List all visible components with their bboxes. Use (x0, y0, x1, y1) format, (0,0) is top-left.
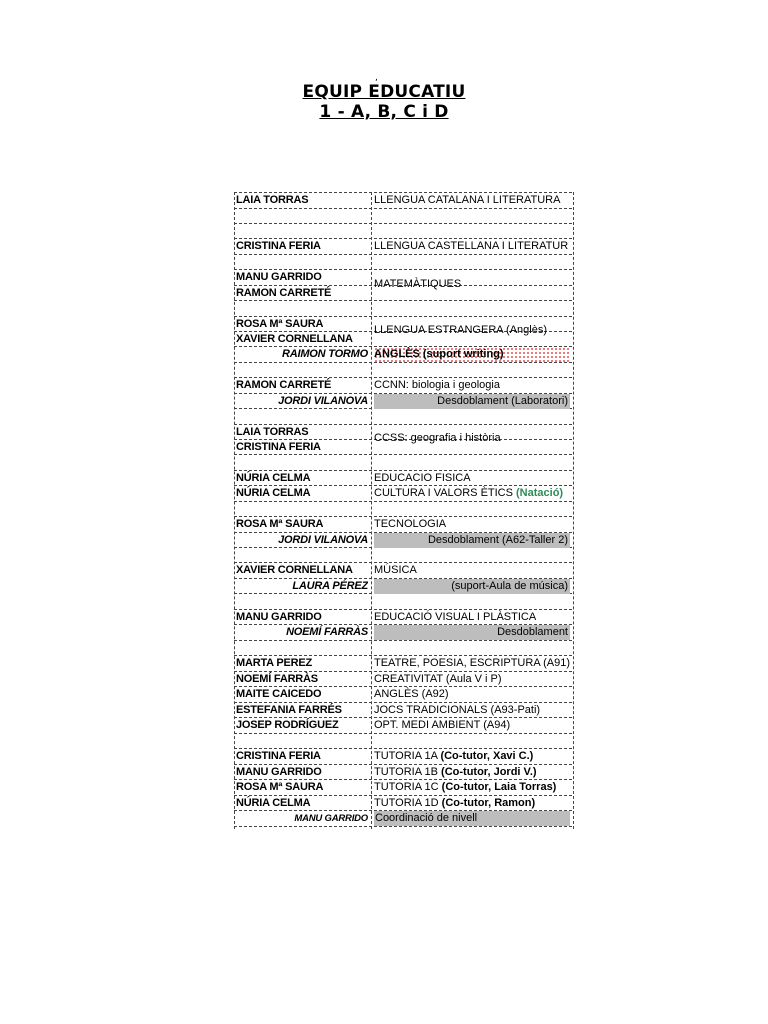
teacher-name: ROSA Mª SAURA (236, 318, 324, 330)
table-row (234, 811, 572, 826)
row-divider (234, 362, 572, 363)
teacher-name: RAMON CARRETÉ (236, 287, 332, 299)
table-row (234, 703, 572, 718)
teacher-name: NÚRIA CELMA (236, 472, 311, 484)
subject-cell: CCSS: geografia i història (374, 432, 501, 444)
subject-cell: CCNN: biologia i geologia (374, 379, 500, 391)
table-row (234, 193, 572, 208)
teacher-name: NÚRIA CELMA (236, 487, 311, 499)
subject-cell (374, 749, 570, 764)
teacher-name: JORDI VILANOVA (278, 534, 368, 546)
teacher-name: MANU GARRIDO (236, 611, 322, 623)
subject-cell: MÚSICA (374, 564, 417, 576)
subject-cell: JOCS TRADICIONALS (A93-Pati) (374, 704, 541, 716)
subject-cell: TECNOLOGIA (374, 518, 447, 530)
table-row (234, 765, 572, 780)
teacher-name: CRISTINA FERIA (236, 441, 321, 453)
subject-cell (374, 780, 570, 795)
table-row (234, 563, 572, 578)
subject-cell: (suport-Aula de música) (374, 579, 570, 594)
subject-cell: LLENGUA ESTRANGERA (Anglès) (374, 324, 548, 336)
table-row (234, 579, 572, 594)
table-row (234, 239, 572, 254)
subject-cell: LLENGUA CATALANA I LITERATURA (374, 194, 561, 206)
subject-cell: EDUCACIÓ VISUAL I PLÀSTICA (374, 611, 537, 623)
table-row (234, 796, 572, 811)
subject-cell: ANGLÈS (suport writing) (374, 347, 570, 362)
subject-cell (374, 765, 570, 780)
page-subtitle: 1 - A, B, C i D (319, 102, 449, 122)
table-row (234, 610, 572, 625)
subject-note: (Co-tutor, Xavi C.) (440, 750, 534, 762)
table-row (234, 625, 572, 640)
table-row (234, 517, 572, 532)
teacher-name: MAITE CAICEDO (236, 688, 322, 700)
subject-note: (Co-tutor, Jordi V.) (441, 766, 537, 778)
teacher-name: CRISTINA FERIA (236, 750, 321, 762)
table-row (234, 672, 572, 687)
subject-cell: Desdoblament (374, 625, 570, 640)
subject-cell: LLENGUA CASTELLANA I LITERATUR (374, 240, 569, 252)
subject-note: (Co-tutor, Laia Torras) (441, 781, 557, 793)
subject-text: TUTORIA 1A (374, 750, 441, 762)
table-row (234, 347, 572, 362)
table-row (234, 471, 572, 486)
teacher-name: MANU GARRIDO (236, 766, 322, 778)
teacher-name: LAIA TORRAS (236, 426, 309, 438)
subject-cell (374, 796, 570, 811)
subject-cell: Coordinació de nivell (374, 811, 570, 826)
subject-note: (Natació) (516, 487, 564, 499)
table-row (234, 378, 572, 393)
subject-cell: CREATIVITAT (Aula V i P) (374, 673, 502, 685)
title-mark: , (375, 73, 378, 83)
teacher-name: LAIA TORRAS (236, 194, 309, 206)
row-divider (234, 208, 572, 209)
row-divider (234, 640, 572, 641)
table-row (234, 394, 572, 409)
table-row (234, 749, 572, 764)
teacher-name: JOSEP RODRÍGUEZ (236, 719, 339, 731)
teacher-name: NÚRIA CELMA (236, 797, 311, 809)
table-row (234, 656, 572, 671)
teacher-name: MANU GARRIDO (236, 271, 322, 283)
teacher-name: MARTA PEREZ (236, 657, 313, 669)
teacher-name: ESTEFANIA FARRÉS (236, 704, 342, 716)
teacher-name: NOEMÍ FARRÀS (236, 673, 318, 685)
teacher-name: LAURA PÉREZ (292, 580, 368, 592)
teacher-name: XAVIER CORNELLANA (236, 333, 353, 345)
subject-text: TUTORIA 1B (374, 766, 442, 778)
teacher-name: XAVIER CORNELLANA (236, 564, 353, 576)
row-divider (234, 254, 572, 255)
subject-cell: OPT. MEDI AMBIENT (A94) (374, 719, 511, 731)
subject-cell: TEATRE, POESIA, ESCRIPTURA (A91) (374, 657, 570, 669)
subject-text: TUTORIA 1D (374, 797, 442, 809)
subject-cell: MATEMÀTIQUES (374, 278, 462, 290)
subject-note: (Co-tutor, Ramon) (441, 797, 536, 809)
teacher-name: NOEMÍ FARRÀS (286, 626, 368, 638)
table-row (234, 718, 572, 733)
row-divider (234, 501, 572, 502)
teacher-name: RAIMON TORMO (281, 348, 368, 360)
row-divider (234, 223, 572, 224)
table-row (234, 687, 572, 702)
table-row (234, 780, 572, 795)
row-divider (234, 733, 572, 734)
table-row (234, 533, 572, 548)
subject-cell: Desdoblament (Laboratori) (374, 394, 570, 409)
teacher-name: MANU GARRIDO (294, 813, 368, 824)
subject-text: CULTURA I VALORS ÈTICS (374, 487, 517, 499)
teacher-name: JORDI VILANOVA (278, 395, 368, 407)
teacher-name: ROSA Mª SAURA (236, 518, 324, 530)
subject-cell (374, 486, 570, 501)
subject-cell: EDUCACIO FISICA (374, 472, 471, 484)
subject-cell: ANGLÈS (A92) (374, 688, 449, 700)
row-divider (234, 826, 572, 827)
teacher-name: CRISTINA FERIA (236, 240, 321, 252)
teacher-name: ROSA Mª SAURA (236, 781, 324, 793)
subject-text: TUTORIA 1C (374, 781, 442, 793)
subject-cell: Desdoblament (A62-Taller 2) (374, 533, 570, 548)
teacher-name: RAMON CARRETÉ (236, 379, 332, 391)
page-title: EQUIP EDUCATIU (302, 82, 466, 102)
table-row (234, 486, 572, 501)
table-row (234, 440, 572, 455)
table-row (234, 332, 572, 347)
table-row (234, 286, 572, 301)
